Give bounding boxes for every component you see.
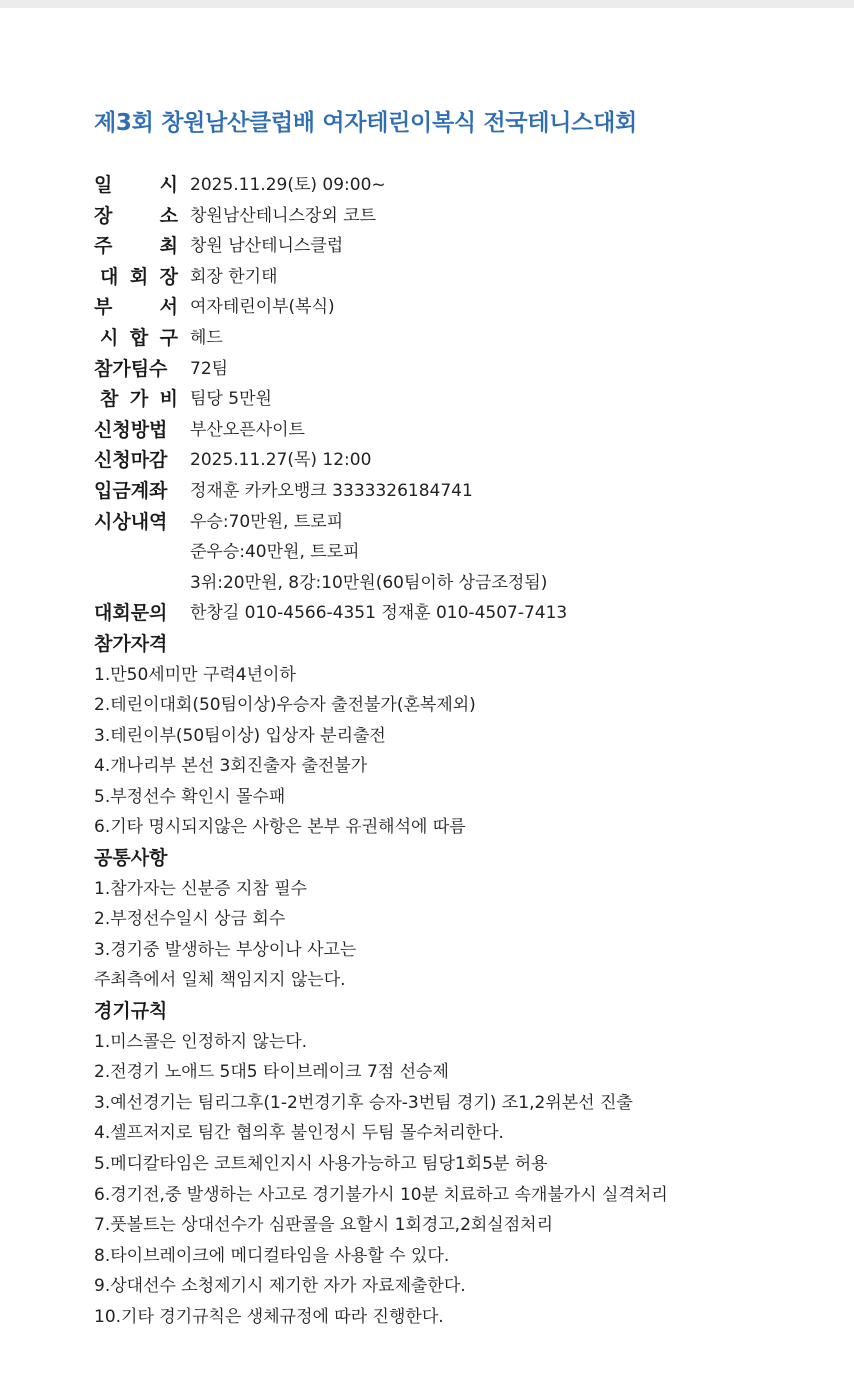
prize-line: 3위:20만원, 8강:10만원(60팀이하 상금조정됨) bbox=[190, 572, 548, 593]
eligibility-list bbox=[94, 660, 834, 844]
info-label-host: 주 최 bbox=[94, 235, 178, 258]
info-value-chair: 회장 한기태 bbox=[190, 266, 278, 287]
info-row-chair bbox=[94, 262, 834, 293]
prize-line: 준우승:40만원, 트로피 bbox=[190, 542, 360, 563]
info-row-fee bbox=[94, 384, 834, 415]
list-item: 3.예선경기는 팀리그후(1-2번경기후 승자-3번팀 경기) 조1,2위본선 진출 bbox=[94, 1092, 633, 1113]
list-item: 3.테린이부(50팀이상) 입상자 분리출전 bbox=[94, 725, 386, 746]
eligibility-heading: 참가자격 bbox=[94, 632, 168, 655]
common-heading: 공통사항 bbox=[94, 847, 168, 870]
info-row-contact bbox=[94, 598, 834, 629]
info-row-division bbox=[94, 292, 834, 323]
list-item: 1.만50세미만 구력4년이하 bbox=[94, 664, 296, 685]
list-item: 9.상대선수 소청제기시 제기한 자가 자료제출한다. bbox=[94, 1276, 466, 1297]
info-row-date bbox=[94, 170, 834, 201]
list-item: 2.전경기 노애드 5대5 타이브레이크 7점 선승제 bbox=[94, 1062, 449, 1083]
list-item: 5.부정선수 확인시 몰수패 bbox=[94, 786, 286, 807]
info-row-venue bbox=[94, 201, 834, 232]
info-value-apply-method: 부산오픈사이트 bbox=[190, 419, 305, 440]
top-bar bbox=[0, 0, 854, 8]
info-value-prizes bbox=[190, 507, 547, 599]
list-item: 4.개나리부 본선 3회진출자 출전불가 bbox=[94, 756, 368, 777]
info-value-division: 여자테린이부(복식) bbox=[190, 297, 335, 318]
info-label-apply-method: 신청방법 bbox=[94, 418, 168, 441]
page-title: 제3회 창원남산클럽배 여자테린이복식 전국테니스대회 bbox=[94, 110, 637, 136]
prize-line: 우승:70만원, 트로피 bbox=[190, 511, 344, 532]
info-row-prizes bbox=[94, 507, 834, 599]
info-label-prizes: 시상내역 bbox=[94, 510, 168, 533]
list-item: 7.풋볼트는 상대선수가 심판콜을 요할시 1회경고,2회실점처리 bbox=[94, 1215, 553, 1236]
list-item: 주최측에서 일체 책임지지 않는다. bbox=[94, 970, 346, 991]
rules-list bbox=[94, 1027, 834, 1333]
list-item: 6.기타 명시되지않은 사항은 본부 유권해석에 따름 bbox=[94, 817, 466, 838]
info-label-date: 일 시 bbox=[94, 174, 178, 196]
info-value-venue: 창원남산테니스장외 코트 bbox=[190, 205, 377, 226]
info-label-contact: 대회문의 bbox=[94, 602, 168, 625]
info-value-teams: 72팀 bbox=[190, 358, 229, 379]
rules-heading: 경기규칙 bbox=[94, 1000, 168, 1023]
info-label-ball: 시 합 구 bbox=[100, 326, 178, 349]
common-list bbox=[94, 874, 834, 996]
info-label-fee: 참 가 비 bbox=[100, 388, 178, 411]
list-item: 5.메디칼타임은 코트체인지시 사용가능하고 팀당1회5분 허용 bbox=[94, 1154, 548, 1174]
info-row-account bbox=[94, 476, 834, 507]
info-value-date: 2025.11.29(토) 09:00~ bbox=[190, 175, 386, 195]
info-row-apply-method bbox=[94, 415, 834, 446]
list-item: 1.미스콜은 인정하지 않는다. bbox=[94, 1031, 308, 1052]
info-value-contact: 한창길 010-4566-4351 정재훈 010-4507-7413 bbox=[190, 603, 568, 624]
info-table bbox=[94, 170, 834, 1333]
list-item: 2.테린이대회(50팀이상)우승자 출전불가(혼복제외) bbox=[94, 695, 476, 716]
info-label-account: 입금계좌 bbox=[94, 479, 168, 502]
info-value-fee: 팀당 5만원 bbox=[190, 389, 272, 410]
list-item: 3.경기중 발생하는 부상이나 사고는 bbox=[94, 939, 357, 960]
info-label-teams: 참가팀수 bbox=[94, 357, 168, 380]
list-item: 1.참가자는 신분증 지참 필수 bbox=[94, 878, 308, 899]
list-item: 4.셀프저지로 팀간 협의후 불인정시 두팀 몰수처리한다. bbox=[94, 1123, 504, 1144]
info-value-ball: 헤드 bbox=[190, 327, 223, 348]
list-item: 2.부정선수일시 상금 회수 bbox=[94, 909, 286, 930]
info-row-host bbox=[94, 231, 834, 262]
list-item: 8.타이브레이크에 메디컬타임을 사용할 수 있다. bbox=[94, 1245, 450, 1266]
info-row-deadline bbox=[94, 445, 834, 476]
list-item: 6.경기전,중 발생하는 사고로 경기불가시 10분 치료하고 속개불가시 실격처리 bbox=[94, 1184, 668, 1205]
info-label-venue: 장 소 bbox=[94, 204, 178, 227]
info-value-account: 정재훈 카카오뱅크 3333326184741 bbox=[190, 480, 473, 501]
info-label-deadline: 신청마감 bbox=[94, 449, 168, 472]
info-row-ball bbox=[94, 323, 834, 354]
info-label-division: 부 서 bbox=[94, 296, 178, 319]
list-item: 10.기타 경기규칙은 생체규정에 따라 진행한다. bbox=[94, 1306, 444, 1327]
info-row-teams bbox=[94, 354, 834, 385]
info-value-deadline: 2025.11.27(목) 12:00 bbox=[190, 450, 372, 471]
info-value-host: 창원 남산테니스클럽 bbox=[190, 236, 344, 257]
info-label-chair: 대 회 장 bbox=[100, 265, 178, 288]
